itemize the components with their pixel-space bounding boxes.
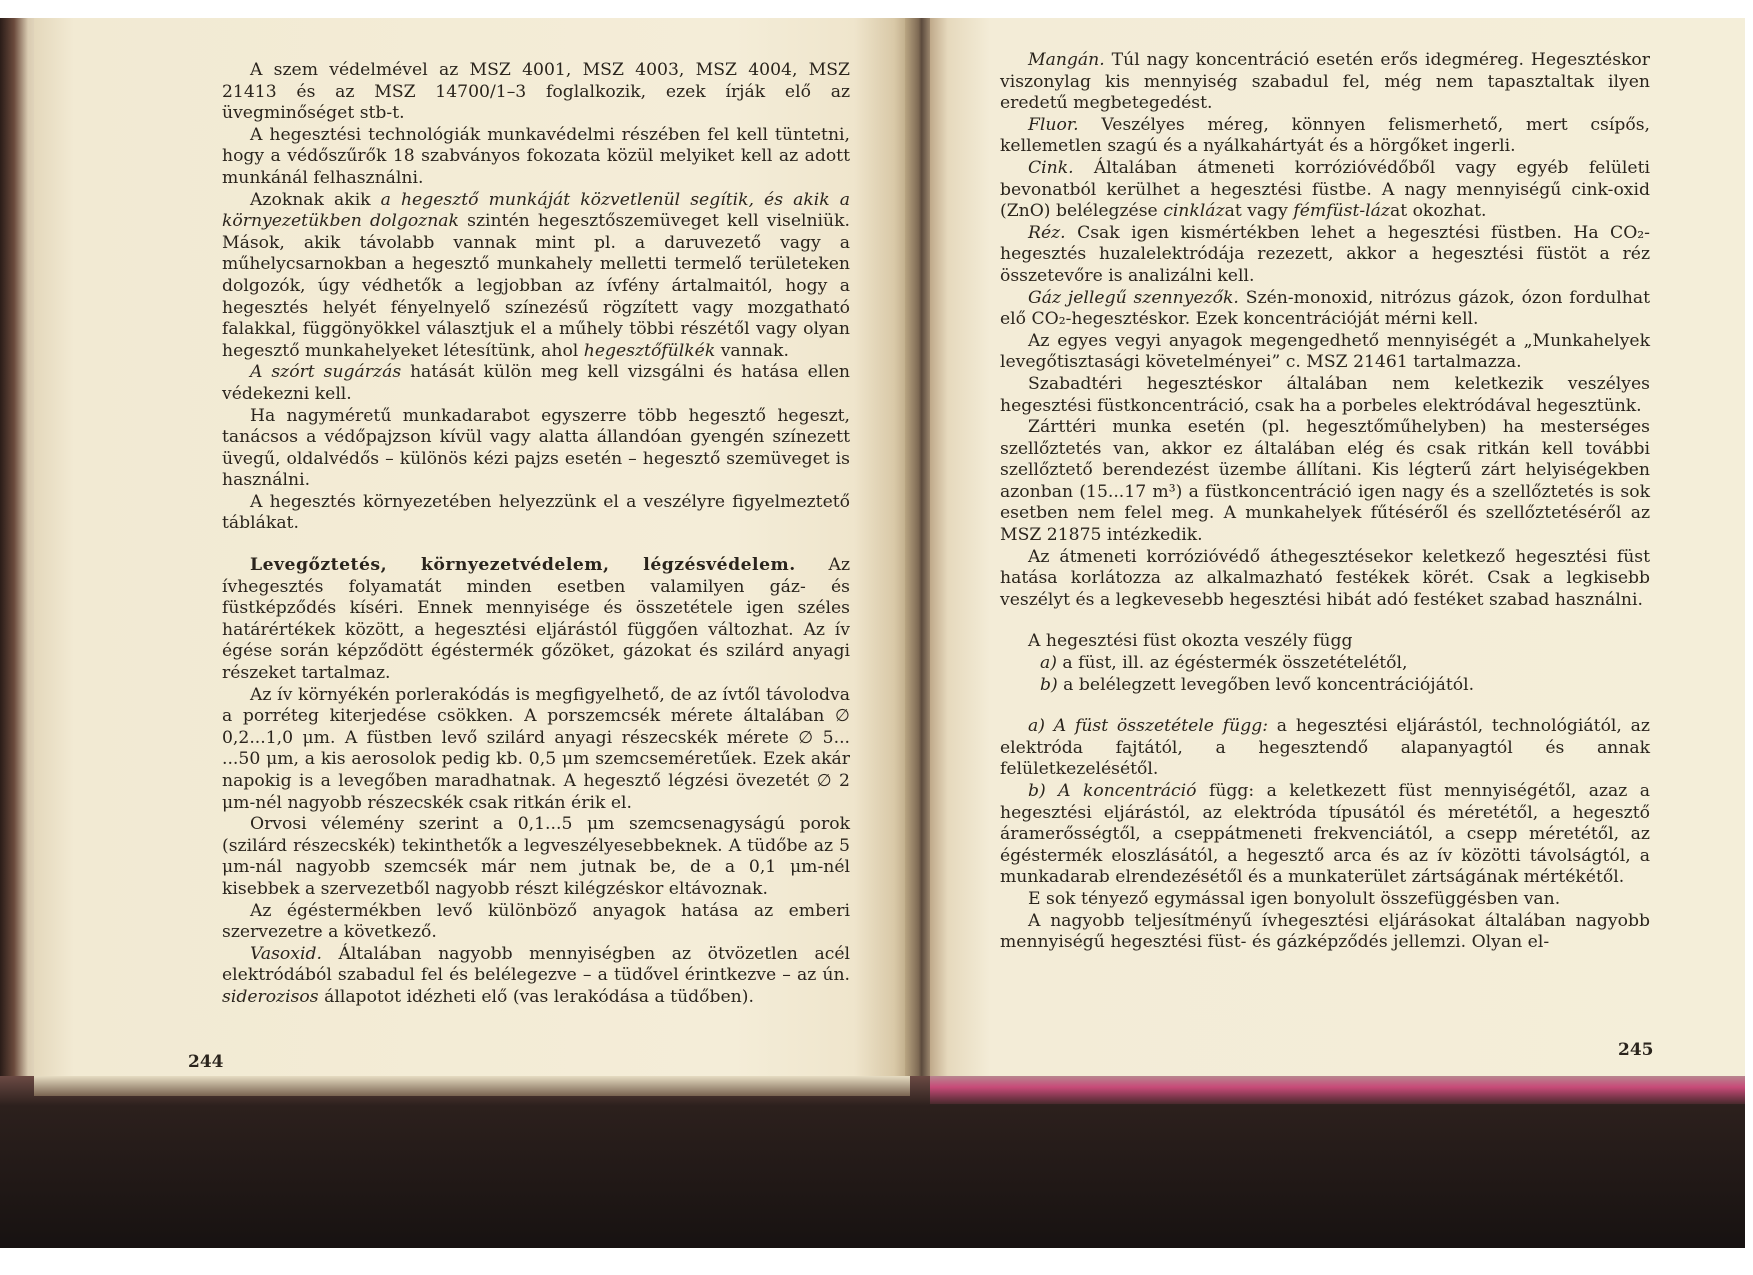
text: Szabadtéri hegesztéskor általában nem keletkezik veszélyes hegesztési füstkoncentráció, csak ha a porbeles elektródával hegesztünk. xyxy=(1000,373,1650,416)
paragraph xyxy=(222,901,850,944)
paragraph xyxy=(1000,631,1650,653)
paragraph xyxy=(222,814,850,900)
left-page-edge xyxy=(34,1076,910,1096)
emphasis-text: fémfüst-láz xyxy=(1293,201,1390,222)
paragraph xyxy=(1000,716,1650,781)
text: A szem védelmével az MSZ 4001, MSZ 4003, MSZ 4004, MSZ 21413 és az MSZ 14700/1–3 foglalkozik, ezek írják elő az üvegminőséget stb-t. xyxy=(222,60,850,124)
paragraph xyxy=(222,406,850,492)
page-number: 245 xyxy=(1618,1040,1654,1060)
paragraph xyxy=(1000,223,1650,288)
list-marker: b) xyxy=(1040,674,1058,695)
text: A hegesztési technológiák munkavédelmi részében fel kell tüntetni, hogy a védőszűrők 18 szabványos fokozata közül melyiket kell az adott munkánál felhasználni. xyxy=(222,124,850,188)
emphasis-text: Cink. xyxy=(1028,157,1074,178)
paragraph xyxy=(1000,115,1650,158)
text: hatását külön meg kell vizsgálni és hatása ellen védekezni kell. xyxy=(222,362,851,404)
text: E sok tényező egymással igen bonyolult összefüggésben van. xyxy=(1028,888,1561,909)
paragraph xyxy=(1000,417,1650,547)
text: Általában nagyobb mennyiségben az ötvözetlen acél elektródából szabadul fel és belélegezve – a tüdővel érintkezve – az ún. xyxy=(222,943,850,986)
paragraph xyxy=(222,492,850,535)
paragraph xyxy=(222,944,850,1009)
paragraph xyxy=(1000,158,1650,223)
text: szintén hegesztőszemüveget kell viselniük. Mások, akik távolabb vannak mint pl. a daruvezető vagy a műhelycsarnokban a hegesztő munkahely melletti termelő területeken dolgozók, úgy védhetők a legjobban az ívfény ártalmaitól, hogy a hegesztés helyét fényelnyelő színezésű rögzített vagy mozgatható falakkal, függönyökkel választjuk el a műhely többi részétől vagy olyan hegesztő munkahelyeket létesítünk, ahol xyxy=(222,211,850,361)
section-heading: Levegőztetés, környezetvédelem, légzésvédelem. xyxy=(250,555,796,576)
text: vannak. xyxy=(715,340,789,361)
paragraph xyxy=(1000,889,1650,911)
emphasis-text: Mangán. xyxy=(1028,50,1105,70)
left-page-text xyxy=(222,60,850,1009)
paragraph xyxy=(222,125,850,190)
text: Az égéstermékben levő különböző anyagok hatása az emberi szervezetre a következő. xyxy=(222,900,850,943)
text: állapotot idézheti elő (vas lerakódása a tüdőben). xyxy=(318,986,754,1007)
text: Az egyes vegyi anyagok megengedhető mennyiségét a „Munkahelyek levegőtisztasági követelményei” c. MSZ 21461 tartalmazza. xyxy=(1000,330,1650,373)
paragraph xyxy=(222,362,850,405)
right-cover-edge xyxy=(930,1076,1745,1104)
text: a füst, ill. az égéstermék összetételétől, xyxy=(1056,653,1408,674)
text: Veszélyes méreg, könnyen felismerhető, mert csípős, kellemetlen szagú és a nyálkahártyát és a hörgőket ingerli. xyxy=(1000,114,1650,157)
paragraph xyxy=(222,60,850,125)
paragraph xyxy=(1000,331,1650,374)
text: Zárttéri munka esetén (pl. hegesztőműhelyben) ha mesterséges szellőztetés van, akkor ez általában elég és csak ritkán kell további szellőztető berendezést üzembe állítani. Kis légterű zárt helyiségekben azonban (15...17 m³) a füstkoncentráció igen nagy és a szellőztetés is sok esetben nem felel meg. A munkahelyek fűtéséről és szellőztetéséről az MSZ 21875 intézkedik. xyxy=(1000,417,1650,546)
text: a belélegzett levegőben levő koncentrációjától. xyxy=(1057,674,1475,695)
paragraph xyxy=(1000,50,1650,115)
emphasis-text: cinkláz xyxy=(1163,201,1225,222)
emphasis-text: Fluor. xyxy=(1028,114,1079,135)
paragraph xyxy=(1000,288,1650,331)
right-page-text xyxy=(1000,50,1650,954)
emphasis-text: Réz. xyxy=(1028,222,1066,243)
paragraph xyxy=(222,190,850,363)
text: at vagy xyxy=(1224,201,1294,222)
text: Szén-monoxid, nitrózus gázok, ózon fordulhat elő CO₂-hegesztéskor. Ezek koncentrációját mérni kell. xyxy=(1000,287,1651,330)
text: Az átmeneti korrózióvédő áthegesztésekor keletkező hegesztési füst hatása korlátozza az alkalmazható festékek körét. Csak a legkisebb veszélyt és a legkevesebb hegesztési hibát adó festéket szabad használni. xyxy=(1000,546,1650,610)
text: Orvosi vélemény szerint a 0,1...5 μm szemcsenagyságú porok (szilárd részecskék) tekinthetők a legveszélyesebbeknek. A tüdőbe az 5 μm-nál nagyobb szemcsék már nem jutnak be, de a 0,1 μm-nél kisebbek a szervezetből nagyobb részt kilégzéskor eltávoznak. xyxy=(222,814,850,899)
text: Csak igen kismértékben lehet a hegesztési füstben. Ha CO₂-hegesztés huzalelektródája rezezett, akkor a hegesztési füstöt a réz összetevőre is analizálni kell. xyxy=(1000,222,1650,286)
emphasis-text: hegesztőfülkék xyxy=(583,340,716,361)
text: A hegesztési füst okozta veszély függ xyxy=(1028,631,1353,652)
emphasis-text: siderozisos xyxy=(222,986,319,1007)
text: a hegesztési eljárástól, technológiától, az elektróda fajtától, a hegesztendő alapanyagtól és annak felületkezelésétől. xyxy=(1000,716,1650,780)
text: Túl nagy koncentráció esetén erős idegméreg. Hegesztéskor viszonylag kis mennyiség szabadul fel, még nem tapasztaltak ilyen eredetű megbetegedést. xyxy=(1000,50,1650,114)
section-paragraph xyxy=(222,555,850,685)
text: A hegesztés környezetében helyezzünk el a veszélyre figyelmeztető táblákat. xyxy=(222,491,850,534)
paragraph xyxy=(222,685,850,815)
emphasis-text: a hegesztő munkáját közvetlenül segítik, és akik a környezetükben dolgoznak xyxy=(222,189,850,232)
list-item xyxy=(1000,675,1650,697)
list-marker: a) xyxy=(1040,653,1057,674)
emphasis-text: a) A füst összetétele függ: xyxy=(1028,716,1268,737)
paragraph xyxy=(1000,911,1650,954)
text: Ha nagyméretű munkadarabot egyszerre több hegesztő hegeszt, tanácsos a védőpajzson kívül vagy alatta állandóan gyengén színezett üvegű, oldalvédős – különös kézi pajzs esetén – hegesztő szemüveget is használni. xyxy=(222,405,850,491)
text: Általában átmeneti korrózióvédőből vagy egyéb felületi bevonatból kerülhet a hegesztési füstbe. A nagy mennyiségű cink-oxid (ZnO) belélegzése xyxy=(1000,157,1650,222)
paragraph xyxy=(1000,374,1650,417)
text: függ: a keletkezett füst mennyiségétől, azaz a hegesztési eljárástól, az elektróda típusától és méretétől, a hegesztő áramerősségtől, a cseppátmeneti frekvenciától, a csepp méretétől, az égéstermék eloszlásától, a hegesztő arca és az ív közötti távolságtól, a munkadarab elrendezésétől és a munkaterület zártságának mértékétől. xyxy=(1000,781,1651,888)
text: Azoknak akik xyxy=(250,189,381,210)
text: A nagyobb teljesítményű ívhegesztési eljárásokat általában nagyobb mennyiségű hegesztési füst- és gázképződés jellemzi. Olyan el- xyxy=(1000,910,1650,953)
text: at okozhat. xyxy=(1389,201,1487,222)
emphasis-text: Gáz jellegű szennyezők. xyxy=(1028,287,1239,308)
text: Az ív környékén porlerakódás is megfigyelhető, de az ívtől távolodva a porréteg kiterjedése csökken. A porszemcsék mérete általában ∅ 0,2...1,0 μm. A füstben levő szilárd anyagi részecskék mérete ∅ 5... ...50 μm, a kis aerosolok pedig kb. 0,5 μm szemcseméretűek. Ezek akár napokig is a levegőben maradhatnak. A hegesztő légzési övezetét ∅ 2 μm-nél nagyobb részecskék csak ritkán érik el. xyxy=(222,684,850,813)
list-item xyxy=(1000,653,1650,675)
paragraph xyxy=(1000,547,1650,612)
paragraph xyxy=(1000,781,1650,889)
emphasis-text: Vasoxid. xyxy=(250,943,322,964)
emphasis-text: A szórt sugárzás xyxy=(250,362,402,383)
page-number: 244 xyxy=(188,1052,224,1072)
emphasis-text: b) A koncentráció xyxy=(1028,781,1197,801)
text: Az ívhegesztés folyamatát minden esetben valamilyen gáz- és füstképződés kíséri. Ennek mennyisége és összetétele igen széles határértékek között, a hegesztési eljárástól függően változhat. Az ív égése során képződött égéstermék gőzöket, gázokat és szilárd anyagi részeket tartalmaz. xyxy=(222,555,850,684)
